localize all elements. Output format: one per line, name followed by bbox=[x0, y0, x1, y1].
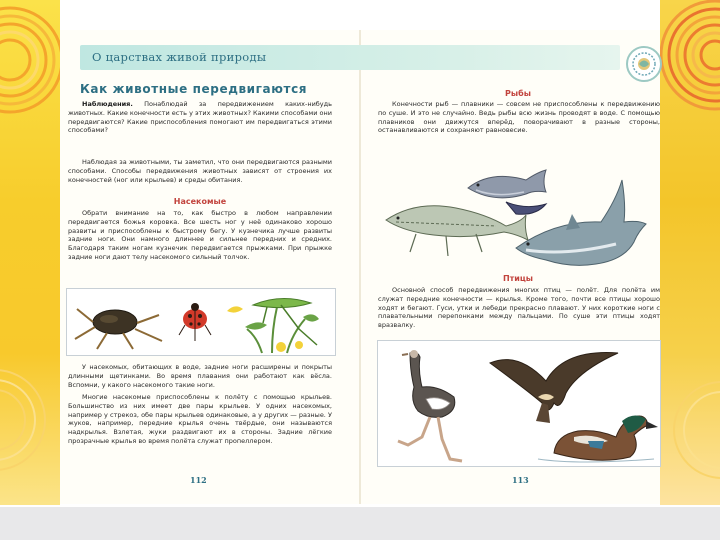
eagle-icon bbox=[490, 353, 618, 423]
ladybug-icon bbox=[179, 303, 211, 341]
page-title: Как животные передвигаются bbox=[80, 82, 308, 96]
insects-subheading: Насекомые bbox=[173, 197, 227, 206]
left-decorative-border bbox=[0, 0, 60, 505]
sturgeon-icon bbox=[386, 206, 528, 256]
fish-icon bbox=[468, 170, 546, 214]
birds-illustration bbox=[377, 340, 661, 467]
fish-illustration bbox=[376, 160, 660, 270]
page-number-right: 113 bbox=[512, 475, 529, 485]
duck-icon bbox=[538, 415, 658, 462]
grasshopper-icon bbox=[227, 298, 319, 353]
fish-subheading: Рыбы bbox=[505, 89, 531, 98]
chapter-emblem-icon bbox=[626, 46, 662, 82]
viewer-bottom-bar bbox=[0, 507, 720, 540]
conclusion-paragraph: Наблюдая за животными, ты заметил, что они передвигаются разными способами. Способы передвижения животных зависят от строения их конечностей (ног или крыльев) и среды обитания. bbox=[68, 158, 332, 184]
ostrich-icon bbox=[398, 350, 462, 461]
observation-label: Наблюдения. bbox=[82, 100, 133, 108]
wings-paragraph: Многие насекомые приспособлены к полёту с помощью крыльев. Большинство из них имеет две пары крыльев. У одних насекомых, например у стрекоз, обе пары крыльев одинаковые, а у других — разные. У жуков, например, передние крылья очень твёрдые, они называются надкрылья. Взлетая, жуки раздвигают их в стороны. Задние лёгкие прозрачные крылья во время полёта служат пропеллером. bbox=[68, 393, 332, 445]
shark-icon bbox=[516, 180, 646, 265]
birds-subheading: Птицы bbox=[502, 274, 534, 283]
page-number-left: 112 bbox=[190, 475, 207, 485]
insects-illustration bbox=[66, 288, 336, 356]
page-gutter bbox=[359, 30, 361, 504]
water-insects-paragraph: У насекомых, обитающих в воде, задние ноги расширены и покрыты длинными щетинками. Во время плавания они работают как вёсла. Вспомни, у какого насекомого такие ноги. bbox=[68, 363, 332, 389]
insects-paragraph: Обрати внимание на то, как быстро в любом направлении передвигается божья коровка. Все шесть ног у неё одинаково хорошо развиты и приспособлены к быстрому бегу. У кузнечика лучше развиты задние ноги. Они намного длиннее и сильнее передних и средних. Благодаря таким ногам кузнечик передвигается прыжками. При прыжке задние ноги дают телу насекомого сильный толчок. bbox=[68, 209, 332, 261]
running-title: О царствах живой природы bbox=[92, 50, 267, 64]
decorative-circles-icon bbox=[660, 0, 720, 505]
birds-paragraph: Основной способ передвижения многих птиц — полёт. Для полёта им служат передние конечности — крылья. Кроме того, почти все птицы хорошо ходят и бегают. Гуси, утки и лебеди прекрасно плавают. У них короткие ноги с плавательными перепонками между пальцами. По суше эти птицы ходят вразвалку. bbox=[378, 286, 660, 330]
observation-text: Понаблюдай за передвижением каких-нибудь животных. Какие конечности есть у этих животных? Какими способами они передвигаются? Какие приспособления помогают им передвигаться этими способами? bbox=[68, 100, 332, 135]
right-decorative-border bbox=[660, 0, 720, 505]
water-beetle-icon bbox=[75, 309, 162, 349]
decorative-circles-icon bbox=[0, 0, 60, 505]
observation-paragraph bbox=[68, 100, 332, 135]
fish-paragraph: Конечности рыб — плавники — совсем не приспособлены к передвижению по суше. И это не случайно. Ведь рыбы всю жизнь проводят в воде. С помощью плавников они движутся вперёд, поворачивают в разные стороны, останавливаются и сохраняют равновесие. bbox=[378, 100, 660, 135]
